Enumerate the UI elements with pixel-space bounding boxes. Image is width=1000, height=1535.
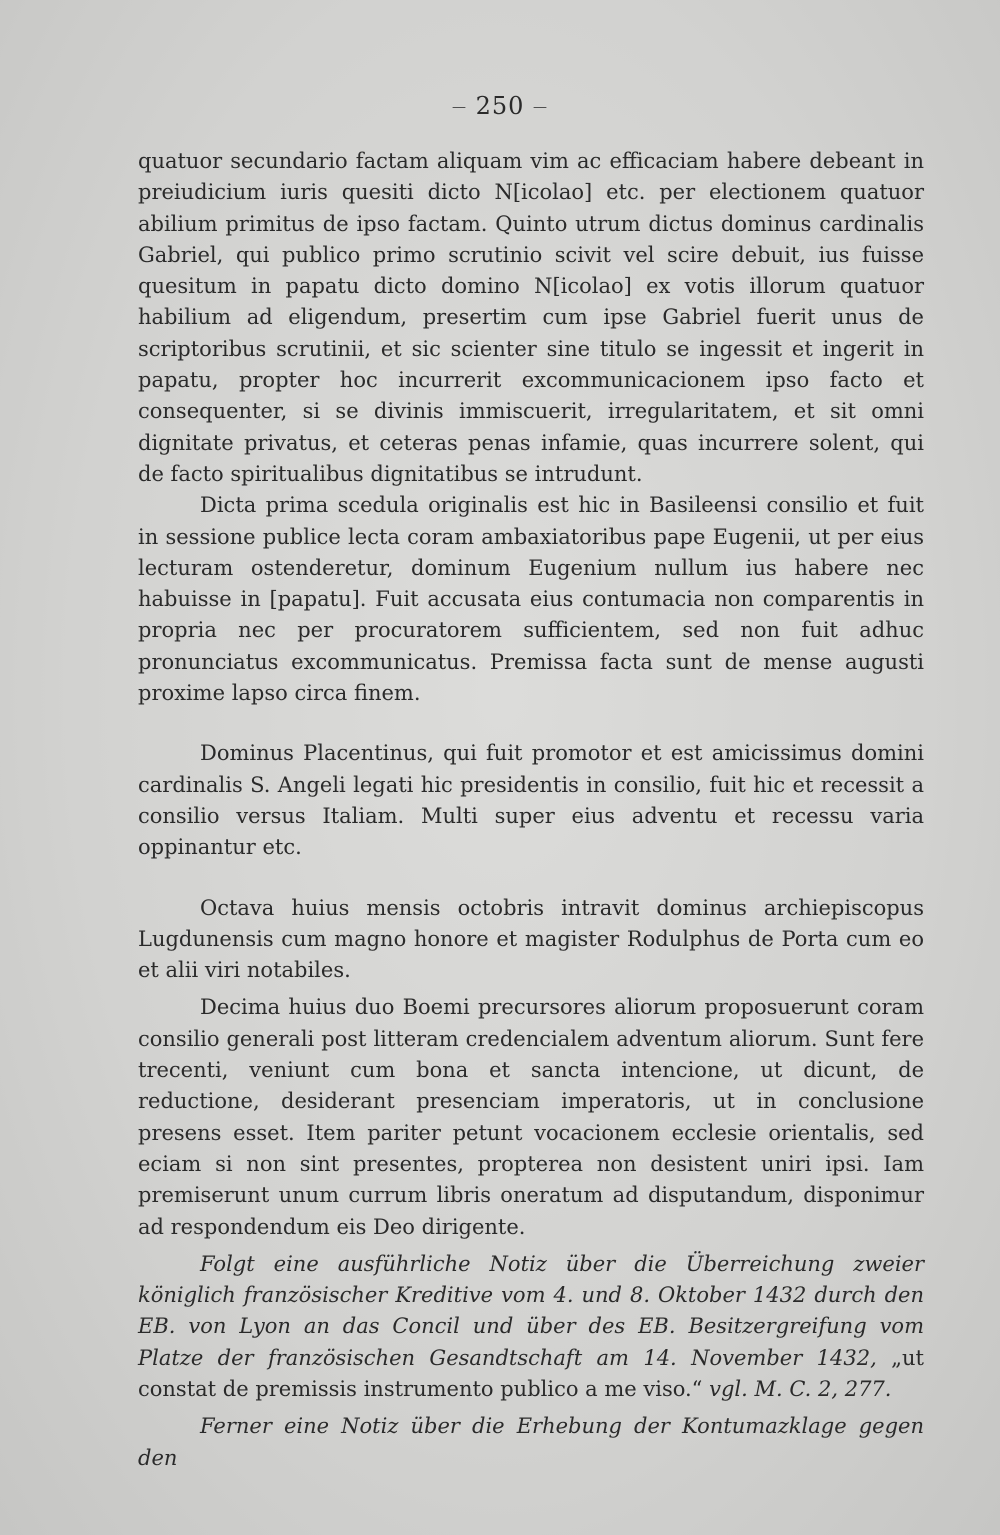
editorial-note: Ferner eine Notiz über die Erhebung der Kontumazklage gegen den xyxy=(138,1414,924,1470)
paragraph: Octava huius mensis octobris intravit dominus archiepiscopus Lugdunensis cum magno honore et magister Rodulphus de Porta cum eo et alii viri notabiles. xyxy=(138,895,924,983)
note-quote-text: „ut constat de premissis instrumento publico a me viso.“ xyxy=(138,1345,924,1401)
editorial-note xyxy=(138,1249,924,1405)
paragraph-gap xyxy=(138,709,924,738)
header-dash-right: — xyxy=(533,99,549,116)
note-reference: vgl. M. C. 2, 277. xyxy=(709,1376,892,1401)
page-number: 250 xyxy=(475,92,525,120)
paragraph: Dominus Placentinus, qui fuit promotor et est amicissimus domini cardinalis S. Angeli legati hic presidentis in consilio, fuit hic et recessit a consilio versus Italiam. Multi super eius adventu et recessu varia oppinantur etc. xyxy=(138,741,924,860)
paragraph: Dicta prima scedula originalis est hic in Basileensi consilio et fuit in sessione publice lecta coram ambaxiatoribus pape Eugenii, ut per eius lecturam ostenderetur, dominum Eugenium nullum ius habere nec habuisse in [papatu]. Fuit accusata eius contumacia non comparentis in propria nec per procuratorem sufficientem, sed non fuit adhuc pronunciatus excommunicatus. Premissa facta sunt de mense augusti proxime lapso circa finem. xyxy=(138,493,924,706)
paragraph-gap xyxy=(138,864,924,893)
note-italic-text: Folgt eine ausführliche Notiz über die Überreichung zweier königlich französischer Kreditive vom 4. und 8. Oktober 1432 durch den EB. von Lyon an das Concil und über des EB. Besitzergreifung vom Platze der französischen Gesandtschaft am 14. November 1432, xyxy=(138,1251,924,1370)
paragraph: quatuor secundario factam aliquam vim ac efficaciam habere debeant in preiudicium iuris quesiti dicto N[icolao] etc. per electionem quatuor abilium primitus de ipso factam. Quinto utrum dictus dominus cardinalis Gabriel, qui publico primo scrutinio scivit vel scire debuit, ius fuisse quesitum in papatu dicto domino N[icolao] ex votis illorum quatuor habilium ad eligendum, presertim cum ipse Gabriel fuerit unus de scriptoribus scrutinii, et sic scienter sine titulo se ingessit et ingerit in papatu, propter hoc incurrerit excommunicacionem ipso facto et consequenter, si se divinis immiscuerit, irregularitatem, et sit omni dignitate privatus, et ceteras penas infamie, quas incurrere solent, qui de facto spiritualibus dignitatibus se intrudunt. xyxy=(138,149,924,486)
body-text xyxy=(138,146,924,1474)
page-header xyxy=(0,92,1000,120)
paragraph: Decima huius duo Boemi precursores aliorum proposuerunt coram consilio generali post litteram credencialem adventum aliorum. Sunt fere trecenti, veniunt cum bona et sancta intencione, ut dicunt, de reductione, desiderant presenciam imperatoris, ut in conclusione presens esset. Item pariter petunt vocacionem ecclesie orientalis, sed eciam si non sint presentes, propterea non desistent uniri ipsi. Iam premiserunt unum currum libris oneratum ad disputandum, disponimur ad respondendum eis Deo dirigente. xyxy=(138,995,924,1239)
header-dash-left: — xyxy=(451,99,467,116)
